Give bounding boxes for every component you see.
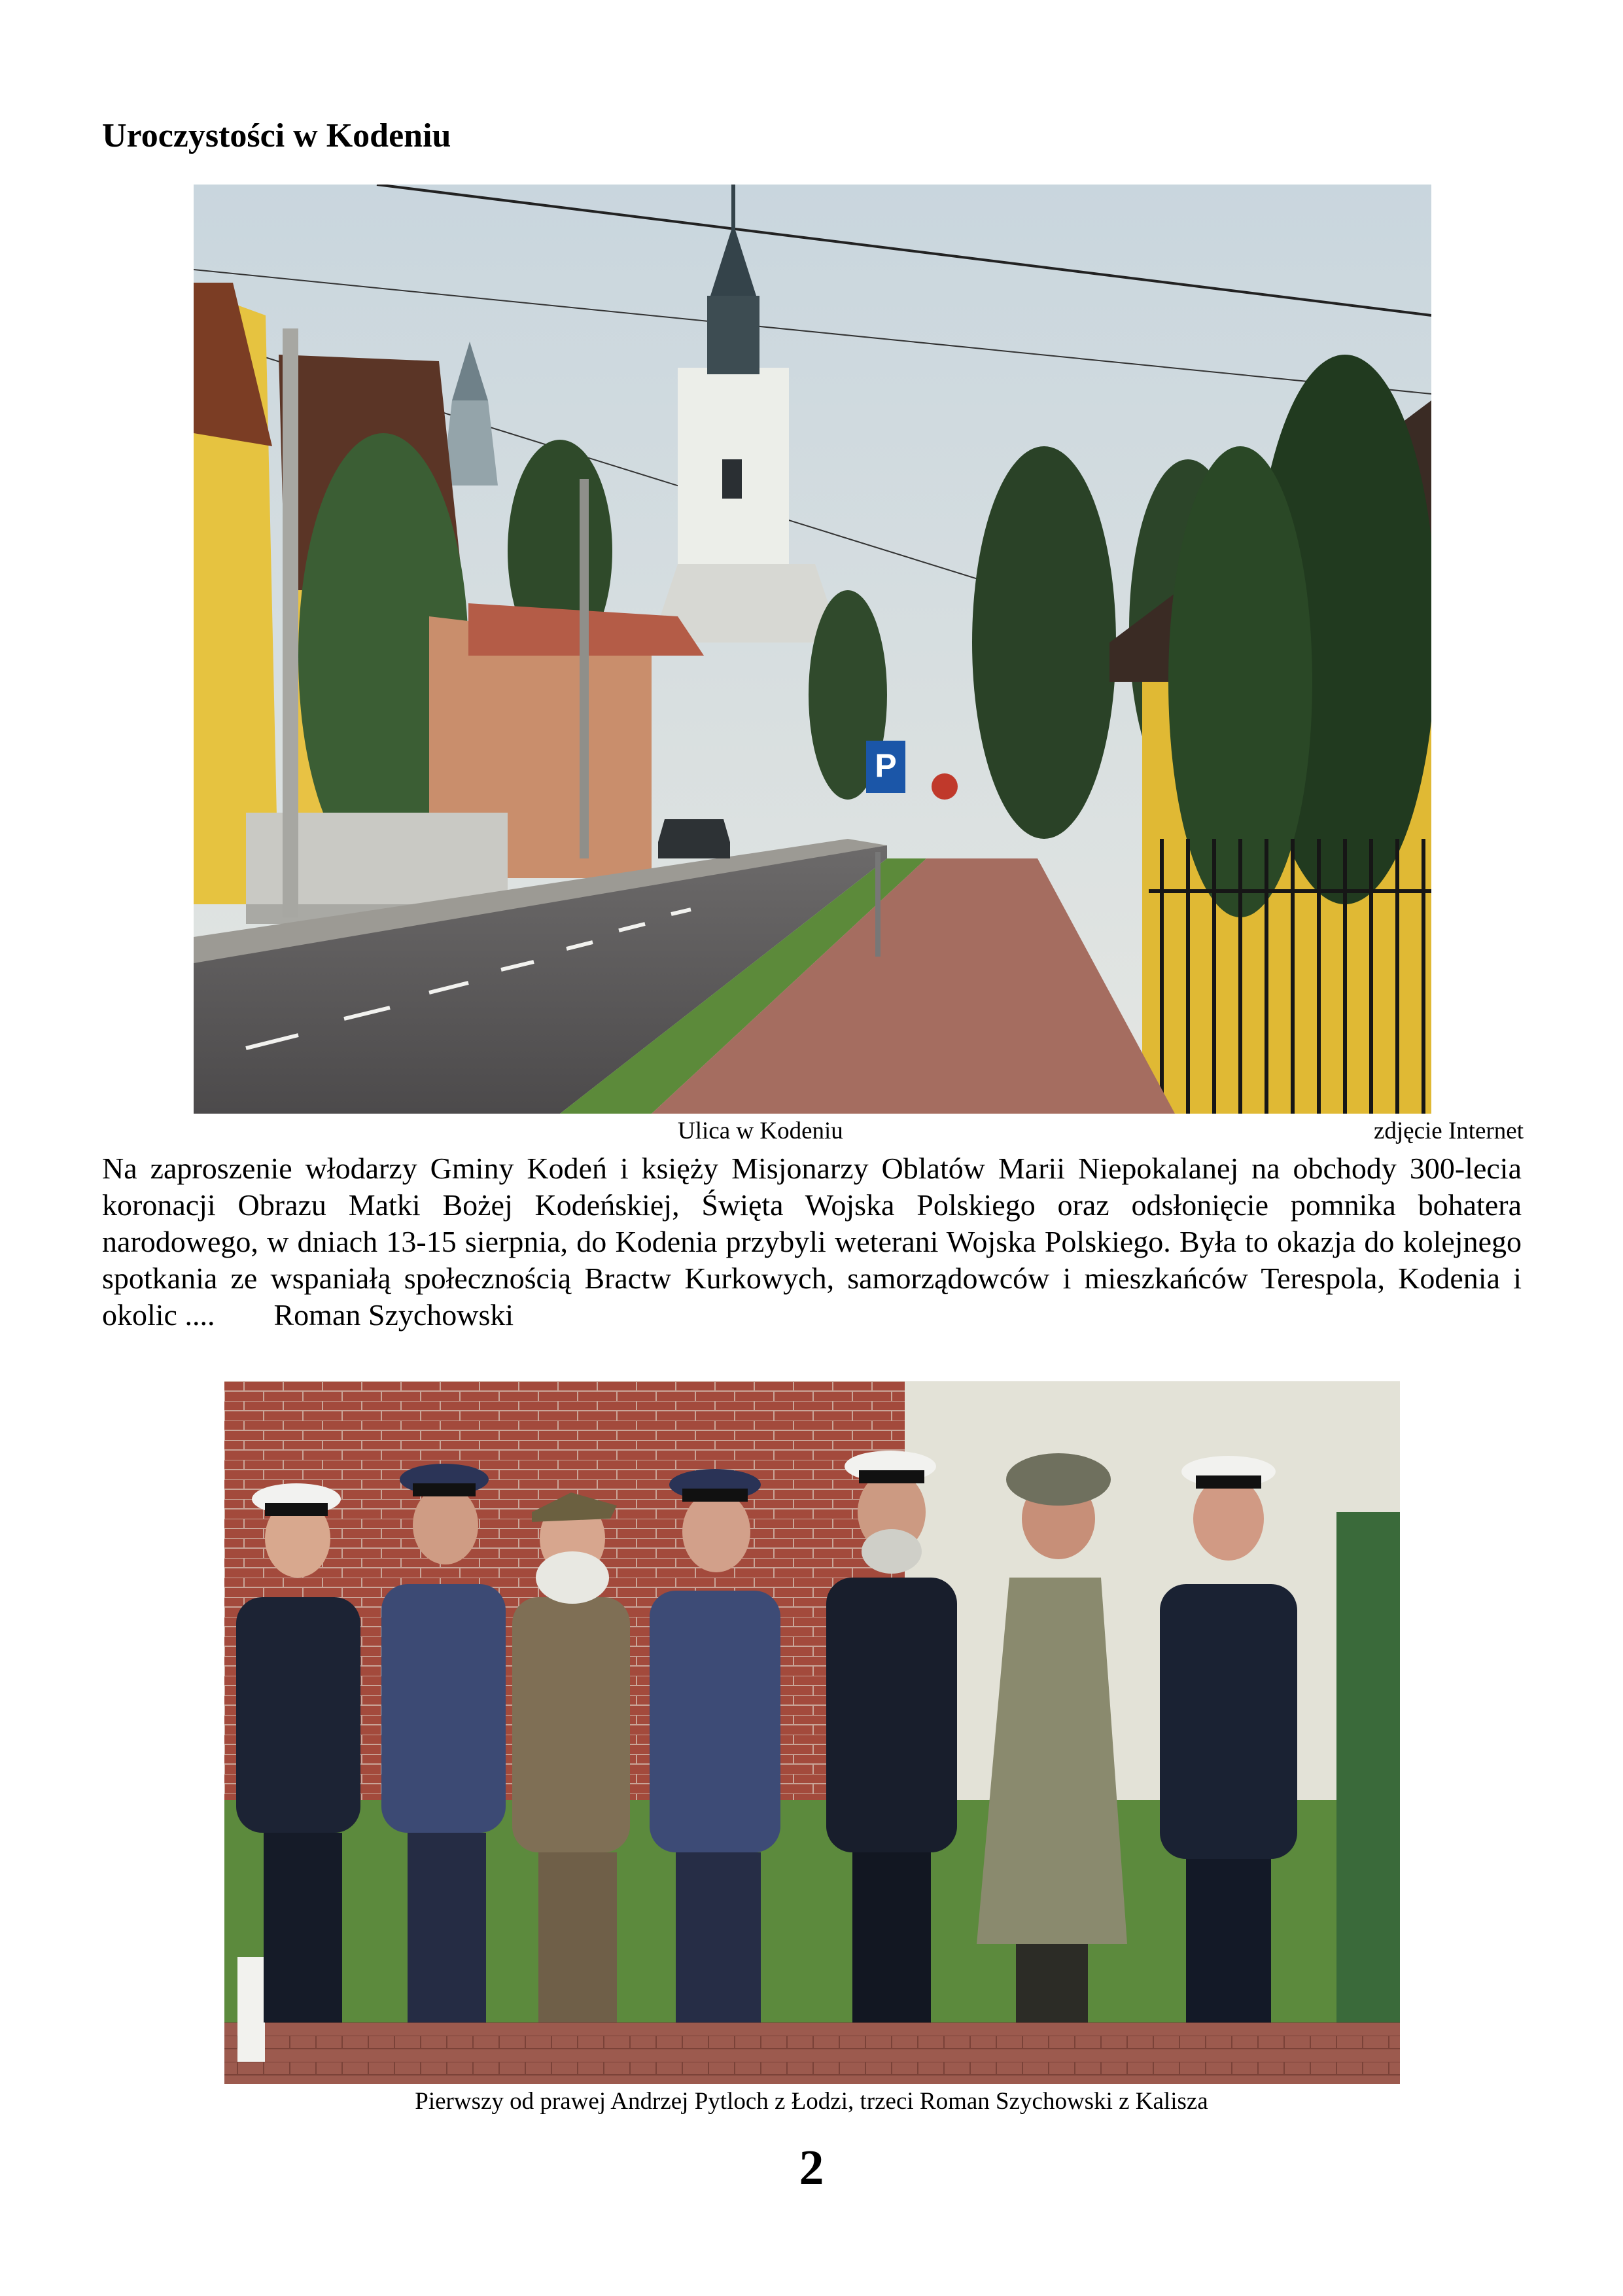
article-author: Roman Szychowski	[273, 1298, 514, 1332]
page-number: 2	[799, 2140, 824, 2195]
parking-sign-letter: P	[875, 747, 897, 784]
page-title: Uroczystości w Kodeniu	[102, 117, 451, 154]
article-paragraph	[102, 1150, 1522, 1333]
street-photo-credit: zdjęcie Internet	[1373, 1118, 1524, 1144]
street-photo-illustration	[194, 185, 1431, 1114]
veterans-group-illustration	[224, 1381, 1400, 2084]
group-photo-caption: Pierwszy od prawej Andrzej Pytloch z Łodzi, trzeci Roman Szychowski z Kalisza	[415, 2088, 1208, 2115]
street-photo-caption: Ulica w Kodeniu	[678, 1118, 843, 1144]
article-text: Na zaproszenie włodarzy Gminy Kodeń i księży Misjonarzy Oblatów Marii Niepokalanej na obchody 300-lecia koronacji Obrazu Matki Bożej Kodeńskiej, Święta Wojska Polskiego oraz odsłonięcie pomnika bohatera narodowego, w dniach 13-15 sierpnia, do Kodenia przybyli weterani Wojska Polskiego. Była to okazja do kolejnego spotkania ze wspaniałą społecznością Bractw Kurkowych, samorządowców i mieszkańców Terespola, Kodenia i okolic ....	[102, 1152, 1522, 1332]
veterans-group-photo	[224, 1381, 1400, 2084]
street-photo	[194, 185, 1431, 1114]
